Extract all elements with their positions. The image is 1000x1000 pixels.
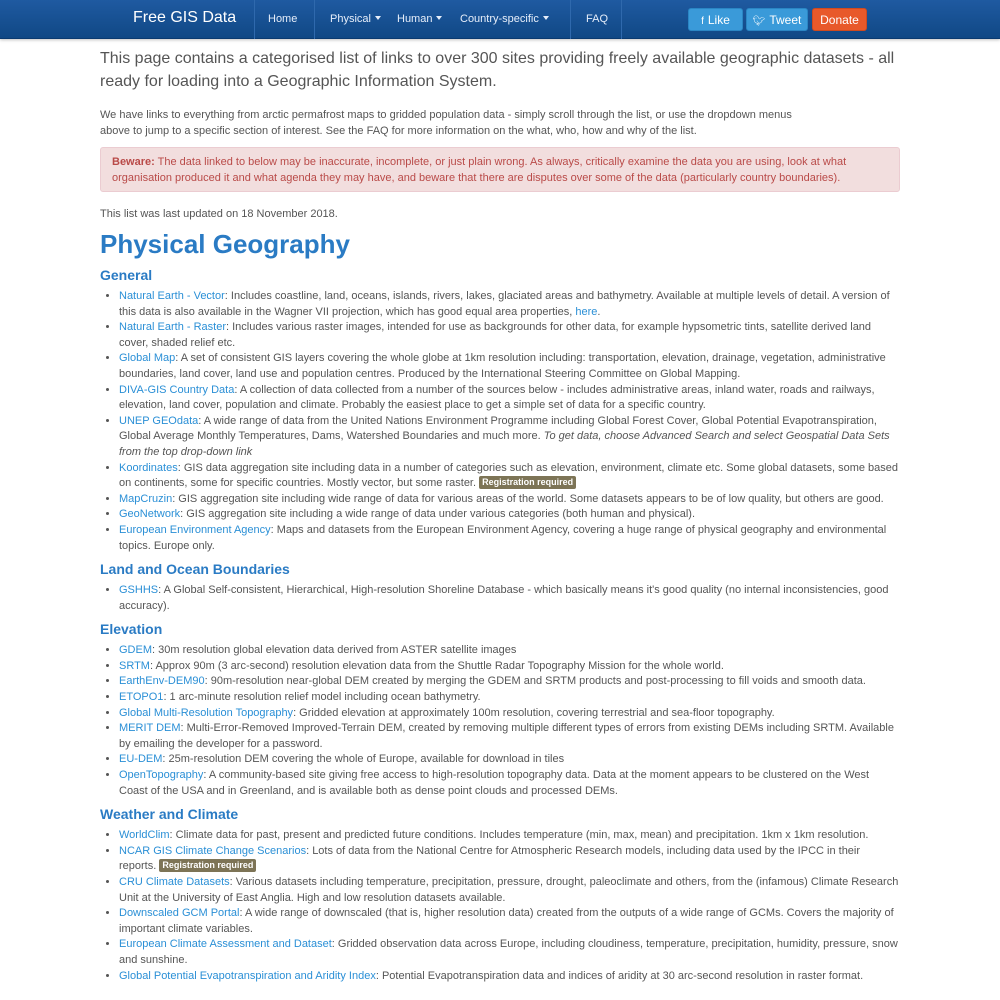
list-item — [119, 768, 900, 799]
item-description: : GIS data aggregation site including data in a number of categories such as elevation, environment, climate etc. Some global datasets, some based on continents, some for specific countries. Mostly vector, but some raster. — [119, 461, 899, 490]
item-description: : Approx 90m (3 arc-second) resolution elevation data from the Shuttle Radar Topography Mission for the whole world. — [149, 659, 724, 672]
dataset-link[interactable]: WorldClim — [119, 829, 170, 842]
nav-country-label: Country-specific — [460, 13, 539, 25]
nav-divider — [314, 0, 315, 39]
list-item — [119, 706, 900, 722]
dataset-link[interactable]: EarthEnv-DEM90 — [119, 675, 205, 688]
item-tail: . — [597, 305, 601, 318]
beware-text: The data linked to below may be inaccurate, incomplete, or just plain wrong. As always, critically examine the data you are using, look at what organisation produced it and what agenda they may have, and beware that there are disputes over some of the data (particularly country boundaries). — [112, 156, 847, 184]
dataset-link[interactable]: Natural Earth - Vector — [119, 290, 225, 302]
dataset-link[interactable]: European Environment Agency — [119, 523, 271, 536]
dataset-link[interactable]: NCAR GIS Climate Change Scenarios — [119, 844, 307, 857]
list-item — [119, 320, 900, 351]
dataset-link[interactable]: GDEM — [119, 644, 152, 657]
donate-button[interactable]: Donate — [812, 8, 867, 31]
list-item — [119, 643, 900, 659]
list-item — [119, 844, 900, 875]
list-boundaries — [100, 583, 900, 614]
here-link[interactable]: here — [575, 305, 598, 318]
list-item — [119, 523, 900, 554]
list-item — [119, 828, 900, 844]
item-description: : 1 arc-minute resolution relief model including ocean bathymetry. — [163, 691, 481, 704]
chevron-down-icon — [375, 16, 381, 20]
list-item — [119, 289, 900, 320]
section-title-boundaries: Land and Ocean Boundaries — [100, 561, 290, 578]
dataset-link[interactable]: European Climate Assessment and Dataset — [119, 938, 332, 951]
item-description: : GIS aggregation site including a wide range of data under various categories (both human and physical). — [180, 508, 696, 521]
item-description: : Climate data for past, present and predicted future conditions. Includes temperature (min, max, mean) and precipitation. 1km x 1km resolution. — [169, 829, 869, 842]
item-description: : Potential Evapotranspiration data and indices of aridity at 30 arc-second resolution in raster format. — [375, 969, 864, 982]
item-description: : A set of consistent GIS layers covering the whole globe at 1km resolution including: transportation, elevation, drainage, vegetation, administrative boundaries, land cover, land use and population centres. Produced by the International Steering Committee on Global Mapping. — [119, 352, 886, 380]
nav-physical-label: Physical — [330, 13, 371, 25]
dataset-link[interactable]: Global Map — [119, 352, 176, 365]
section-title-weather: Weather and Climate — [100, 806, 239, 823]
last-updated: This list was last updated on 18 November 2018. — [100, 208, 338, 220]
nav-faq[interactable]: FAQ — [586, 13, 609, 25]
item-description: : A collection of data collected from a number of the sources below - includes administrative areas, inland water, roads and railways, elevation, land cover, population and climate. Probably the easiest place to get a simple set of data for a specific country. — [119, 383, 875, 412]
item-description: : A wide range of data from the United Nations Environment Programme including Global Forest Cover, Global Potential Evapotranspiration, Global Average Monthly Temperatures, Dams, Watershed Boundaries and much more. — [119, 414, 877, 443]
nav-divider — [254, 0, 255, 39]
dataset-link[interactable]: Downscaled GCM Portal — [119, 907, 240, 920]
list-item — [119, 659, 900, 675]
dataset-link[interactable]: OpenTopography — [119, 769, 204, 782]
item-description: : A community-based site giving free access to high-resolution topography data. Data at the moment appears to be clustered on the West Coast of the USA and in Greenland, and is available both as dense point clouds and processed DEMs. — [119, 769, 870, 797]
dataset-link[interactable]: SRTM — [119, 659, 150, 672]
item-description: : Multi-Error-Removed Improved-Terrain DEM, created by removing multiple different types of errors from existing DEMs including SRTM. Available by emailing the developer for a password. — [119, 722, 894, 750]
item-note: To get data, choose Advanced Search and select Geospatial Data Sets from the top drop-down link — [119, 430, 890, 458]
nav-divider — [570, 0, 571, 39]
list-item — [119, 674, 900, 690]
nav-human-label: Human — [397, 13, 433, 25]
list-item — [119, 752, 900, 768]
dataset-link[interactable]: MapCruzin — [119, 492, 173, 505]
item-description: : A wide range of downscaled (that is, higher resolution data) created from the outputs of a wide range of GCMs. Covers the majority of important climate variables. — [119, 907, 894, 935]
list-item — [119, 351, 900, 382]
list-item — [119, 383, 900, 414]
chevron-down-icon — [543, 16, 549, 20]
dataset-link[interactable]: UNEP GEOdata — [119, 414, 199, 427]
list-weather — [100, 828, 900, 984]
item-description: : Includes various raster images, intended for use as backgrounds for other data, for example hypsometric tints, satellite derived land cover, shaded relief etc. — [119, 321, 872, 349]
top-navbar — [0, 0, 1000, 39]
twitter-icon: 🐦︎ — [752, 16, 766, 27]
nav-country-dropdown[interactable] — [460, 13, 549, 25]
item-description: : 90m-resolution near-global DEM created by merging the GDEM and SRTM products and post-processing to fill voids and smooth data. — [204, 675, 866, 688]
like-label: Like — [707, 13, 730, 27]
beware-label: Beware: — [112, 156, 155, 168]
registration-badge: Registration required — [159, 859, 256, 872]
list-elevation — [100, 643, 900, 799]
item-description: : 25m-resolution DEM covering the whole of Europe, available for download in tiles — [162, 753, 565, 766]
dataset-link[interactable]: EU-DEM — [119, 753, 163, 766]
dataset-link[interactable]: Global Multi-Resolution Topography — [119, 706, 294, 719]
chevron-down-icon — [436, 16, 442, 20]
item-description: : 30m resolution global elevation data derived from ASTER satellite images — [152, 644, 517, 657]
item-description: : Various datasets including temperature, precipitation, pressure, drought, paleoclimate and others, from the (infamous) Climate Research Unit at the University of East Anglia. High and low resolution datasets available. — [119, 876, 899, 904]
facebook-like-button[interactable] — [688, 8, 743, 31]
list-item — [119, 721, 900, 752]
main-content — [100, 47, 900, 984]
list-item — [119, 583, 900, 614]
list-item — [119, 906, 900, 937]
item-description: : Lots of data from the National Centre for Atmospheric Research models, including data used by the IPCC in their reports. — [119, 844, 861, 873]
dataset-link[interactable]: ETOPO1 — [119, 691, 164, 704]
item-description: : A Global Self-consistent, Hierarchical, High-resolution Shoreline Database - which basically means it's good quality (no internal inconsistencies, good accuracy). — [119, 584, 889, 612]
section-title-elevation: Elevation — [100, 621, 163, 638]
dataset-link[interactable]: CRU Climate Datasets — [119, 876, 230, 888]
nav-home[interactable]: Home — [268, 13, 298, 25]
lead-paragraph: This page contains a categorised list of links to over 300 sites providing freely available geographic datasets - all ready for loading into a Geographic Information System. — [100, 50, 895, 90]
beware-alert — [100, 147, 900, 192]
tweet-button[interactable] — [746, 8, 808, 31]
list-item — [119, 414, 900, 461]
section-title-general: General — [100, 267, 153, 283]
registration-badge: Registration required — [479, 476, 576, 489]
dataset-link[interactable]: Global Potential Evapotranspiration and Aridity Index — [119, 969, 376, 982]
dataset-link[interactable]: DIVA-GIS Country Data — [119, 383, 235, 396]
item-description: : Includes coastline, land, oceans, islands, rivers, lakes, glaciated areas and bathymetry. Available at multiple levels of detail. A version of this data is also available in the Wagner VII projection, which has good equal area properties, — [119, 290, 890, 318]
nav-human-dropdown[interactable] — [397, 13, 442, 25]
item-description: : Maps and datasets from the European Environment Agency, covering a huge range of physical geography and environmental topics. Europe only. — [119, 523, 887, 552]
list-item — [119, 969, 900, 985]
list-general — [100, 289, 900, 554]
brand-link[interactable]: Free GIS Data — [133, 9, 237, 26]
nav-divider — [621, 0, 622, 39]
dataset-link[interactable]: Natural Earth - Raster — [119, 321, 226, 334]
item-description: : Gridded elevation at approximately 100m resolution, covering terrestrial and sea-floor topography. — [293, 706, 775, 719]
facebook-icon: f — [701, 16, 704, 27]
list-item — [119, 875, 900, 906]
dataset-link[interactable]: MERIT DEM — [119, 722, 181, 735]
list-item — [119, 461, 900, 492]
tweet-label: Tweet — [769, 13, 802, 27]
list-item — [119, 507, 900, 523]
list-item — [119, 690, 900, 706]
list-item — [119, 492, 900, 508]
dataset-link[interactable]: Koordinates — [119, 461, 178, 474]
dataset-link[interactable]: GeoNetwork — [119, 508, 181, 521]
intro-paragraph: We have links to everything from arctic permafrost maps to gridded population data - simply scroll through the list, or use the dropdown menus above to jump to a specific section of interest. See the FAQ for more information on the what, who, how and why of the list. — [100, 109, 792, 137]
page-title: Physical Geography — [100, 229, 350, 259]
item-description: : Gridded observation data across Europe, including cloudiness, temperature, precipitation, humidity, pressure, snow and sunshine. — [119, 938, 898, 966]
item-description: : GIS aggregation site including wide range of data for various areas of the world. Some datasets appears to be of low quality, but others are good. — [172, 492, 884, 505]
dataset-link[interactable]: GSHHS — [119, 584, 159, 597]
list-item — [119, 937, 900, 968]
nav-physical-dropdown[interactable] — [330, 13, 381, 25]
